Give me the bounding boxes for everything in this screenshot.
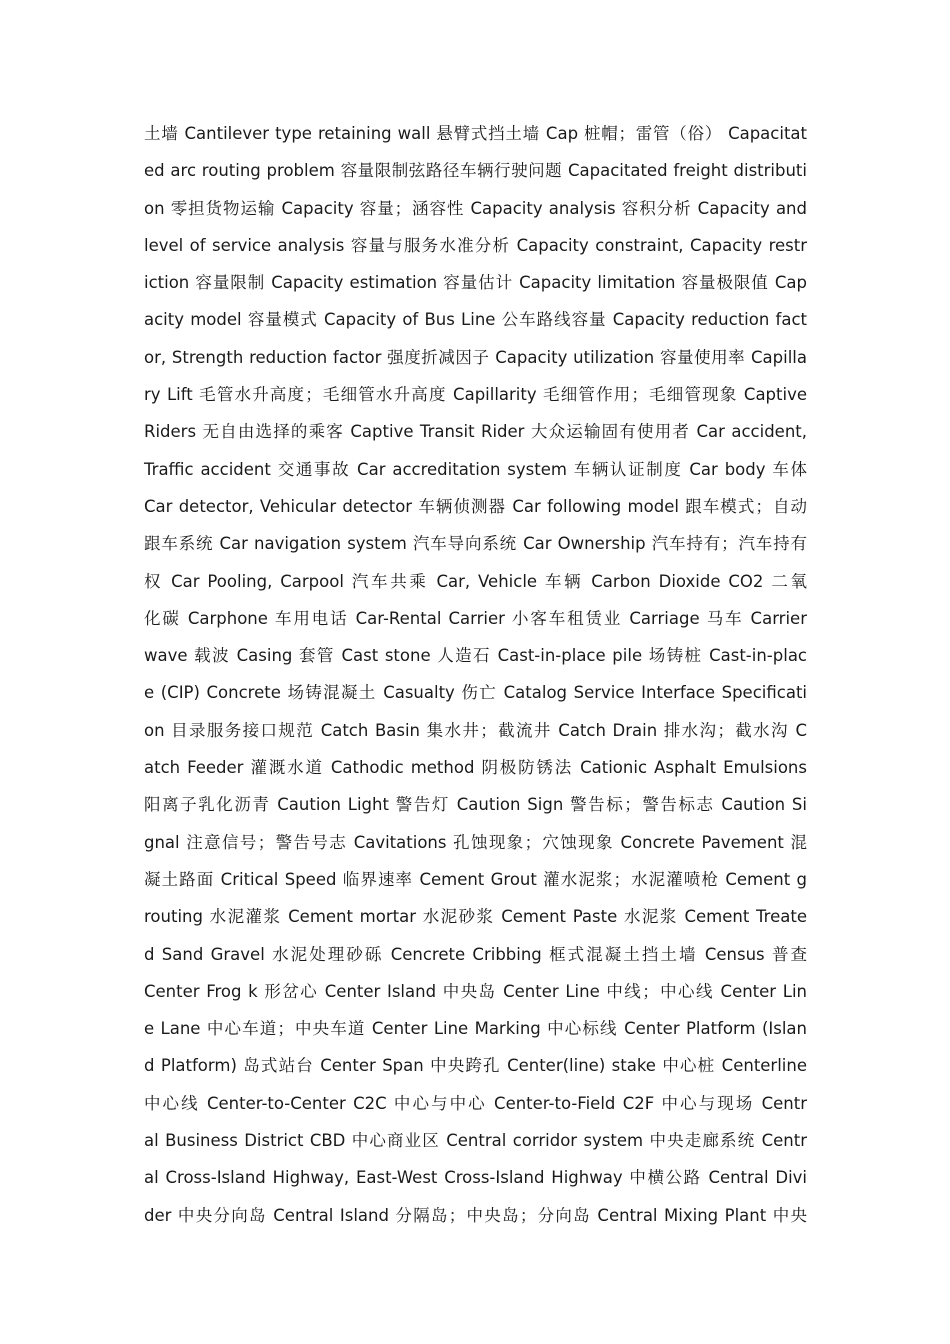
glossary-text-block <box>144 115 807 1234</box>
text-line: 土墙 Cantilever type retaining wall 悬臂式挡土墙 Cap 桩帽；雷管（俗） Capacitat <box>144 124 807 143</box>
text-line: 权 Car Pooling, Carpool 汽车共乘 Car, Vehicle 车辆 Carbon Dioxide CO2 二氧 <box>144 571 807 591</box>
text-line: 阳离子乳化沥青 Caution Light 警告灯 Caution Sign 警告标；警告标志 Caution Si <box>144 795 807 815</box>
text-line: acity model 容量模式 Capacity of Bus Line 公车路线容量 Capacity reduction fact <box>144 310 807 330</box>
text-line: Car detector, Vehicular detector 车辆侦测器 Car following model 跟车模式；自动 <box>144 496 807 516</box>
text-line: level of service analysis 容量与服务水准分析 Capacity constraint, Capacity restr <box>144 235 807 255</box>
text-line: der 中央分向岛 Central Island 分隔岛；中央岛；分向岛 Central Mixing Plant 中央 <box>144 1205 807 1225</box>
text-line: routing 水泥灌浆 Cement mortar 水泥砂浆 Cement Paste 水泥浆 Cement Treate <box>144 907 807 927</box>
text-line: e (CIP) Concrete 场铸混凝土 Casualty 伤亡 Catalog Service Interface Specificati <box>144 683 807 703</box>
text-line: wave 载波 Casing 套管 Cast stone 人造石 Cast-in-place pile 场铸桩 Cast-in-plac <box>144 646 807 666</box>
text-line: iction 容量限制 Capacity estimation 容量估计 Capacity limitation 容量极限值 Cap <box>144 273 807 293</box>
text-line: ed arc routing problem 容量限制弦路径车辆行驶问题 Capacitated freight distributi <box>144 161 807 181</box>
text-line: on 零担货物运输 Capacity 容量；涵容性 Capacity analysis 容积分析 Capacity and <box>144 198 807 218</box>
text-line: on 目录服务接口规范 Catch Basin 集水井；截流井 Catch Drain 排水沟；截水沟 C <box>144 720 807 740</box>
text-line: atch Feeder 灌溉水道 Cathodic method 阴极防锈法 Cationic Asphalt Emulsions <box>144 758 807 778</box>
text-line: 中心线 Center-to-Center C2C 中心与中心 Center-to-Field C2F 中心与现场 Centr <box>144 1093 807 1113</box>
text-line: Center Frog k 形岔心 Center Island 中央岛 Center Line 中线；中心线 Center Lin <box>144 981 807 1001</box>
text-line: al Cross-Island Highway, East-West Cross-Island Highway 中横公路 Central Divi <box>144 1168 807 1188</box>
text-line: gnal 注意信号；警告号志 Cavitations 孔蚀现象；穴蚀现象 Concrete Pavement 混 <box>144 832 807 852</box>
text-line: Traffic accident 交通事故 Car accreditation system 车辆认证制度 Car body 车体 <box>144 459 807 479</box>
text-line: ry Lift 毛管水升高度；毛细管水升高度 Capillarity 毛细管作用；毛细管现象 Captive <box>144 385 807 405</box>
text-line: d Sand Gravel 水泥处理砂砾 Cencrete Cribbing 框式混凝土挡土墙 Census 普查 <box>144 944 807 964</box>
text-line: e Lane 中心车道；中央车道 Center Line Marking 中心标线 Center Platform (Islan <box>144 1019 807 1039</box>
text-line: 凝土路面 Critical Speed 临界速率 Cement Grout 灌水泥浆；水泥灌喷枪 Cement g <box>144 869 807 889</box>
text-line: al Business District CBD 中心商业区 Central corridor system 中央走廊系统 Centr <box>144 1131 807 1151</box>
text-line: Riders 无自由选择的乘客 Captive Transit Rider 大众运输固有使用者 Car accident, <box>144 422 807 442</box>
text-line: 化碳 Carphone 车用电话 Car-Rental Carrier 小客车租赁业 Carriage 马车 Carrier <box>144 608 807 628</box>
text-line: 跟车系统 Car navigation system 汽车导向系统 Car Ownership 汽车持有；汽车持有 <box>144 534 807 554</box>
text-line: d Platform) 岛式站台 Center Span 中央跨孔 Center(line) stake 中心桩 Centerline <box>144 1056 807 1076</box>
text-line: or, Strength reduction factor 强度折减因子 Capacity utilization 容量使用率 Capilla <box>144 347 807 367</box>
